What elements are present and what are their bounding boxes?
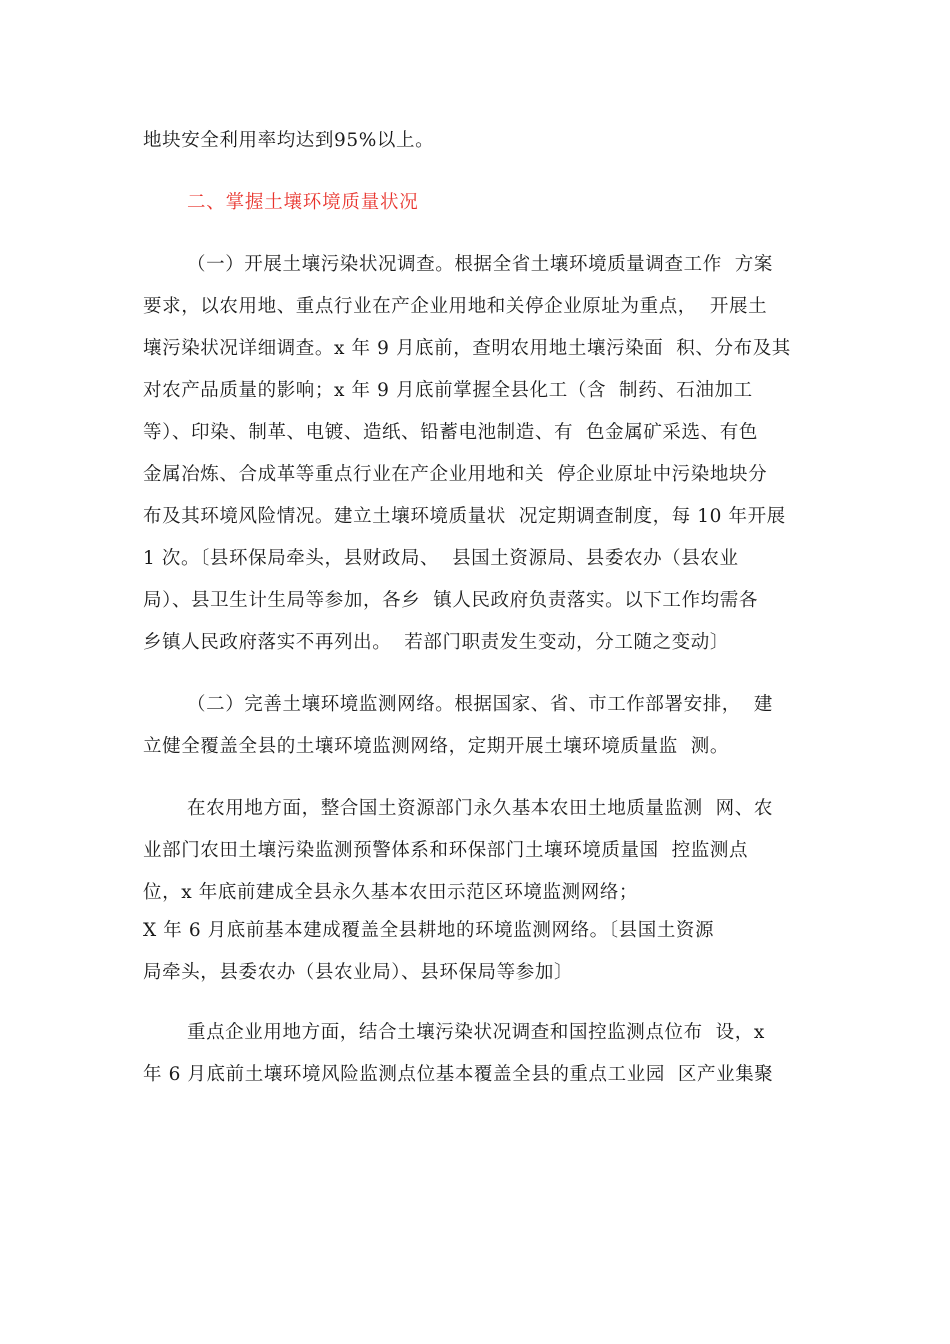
- text-line: 等）、印染、制革、电镀、造纸、铅蓄电池制造、有 色金属矿采选、有色: [143, 422, 758, 443]
- text-line: 布及其环境风险情况。建立土壤环境质量状 况定期调查制度，每 10 年开展: [143, 506, 786, 527]
- text-line: 金属冶炼、合成革等重点行业在产企业用地和关 停企业原址中污染地块分: [143, 464, 768, 485]
- text-line: 乡镇人民政府落实不再列出。 若部门职责发生变动，分工随之变动〕: [143, 632, 729, 653]
- text-line: 年 6 月底前土壤环境风险监测点位基本覆盖全县的重点工业园 区产业集聚: [143, 1064, 774, 1085]
- text-line: （一）开展土壤污染状况调查。根据全省土壤环境质量调查工作 方案: [187, 254, 773, 275]
- text-line: （二）完善土壤环境监测网络。根据国家、省、市工作部署安排， 建: [187, 694, 773, 715]
- text-line: X 年 6 月底前基本建成覆盖全县耕地的环境监测网络。〔县国土资源: [143, 920, 715, 941]
- text-line: 局牵头，县委农办（县农业局）、县环保局等参加〕: [143, 962, 574, 983]
- text-line: 位，x 年底前建成全县永久基本农田示范区环境监测网络；: [143, 882, 639, 903]
- text-line: 业部门农田土壤污染监测预警体系和环保部门土壤环境质量国 控监测点: [143, 840, 749, 861]
- text-line: 1 次。〔县环保局牵头，县财政局、 县国土资源局、县委农办（县农业: [143, 548, 739, 569]
- text-line: 立健全覆盖全县的土壤环境监测网络，定期开展土壤环境质量监 测。: [143, 736, 729, 757]
- text-line: 局）、县卫生计生局等参加，各乡 镇人民政府负责落实。以下工作均需各: [143, 590, 758, 611]
- text-line: 在农用地方面，整合国土资源部门永久基本农田土地质量监测 网、农: [187, 798, 773, 819]
- text-line: 地块安全利用率均达到95%以上。: [143, 130, 435, 151]
- text-line: 要求，以农用地、重点行业在产企业用地和关停企业原址为重点， 开展土: [143, 296, 768, 317]
- text-line: 重点企业用地方面，结合土壤污染状况调查和国控监测点位布 设，x: [187, 1022, 765, 1043]
- section-heading: 二、掌握土壤环境质量状况: [187, 192, 419, 213]
- text-line: 壤污染状况详细调查。x 年 9 月底前，查明农用地土壤污染面 积、分布及其: [143, 338, 791, 359]
- text-line: 对农产品质量的影响；x 年 9 月底前掌握全县化工（含 制药、石油加工: [143, 380, 753, 401]
